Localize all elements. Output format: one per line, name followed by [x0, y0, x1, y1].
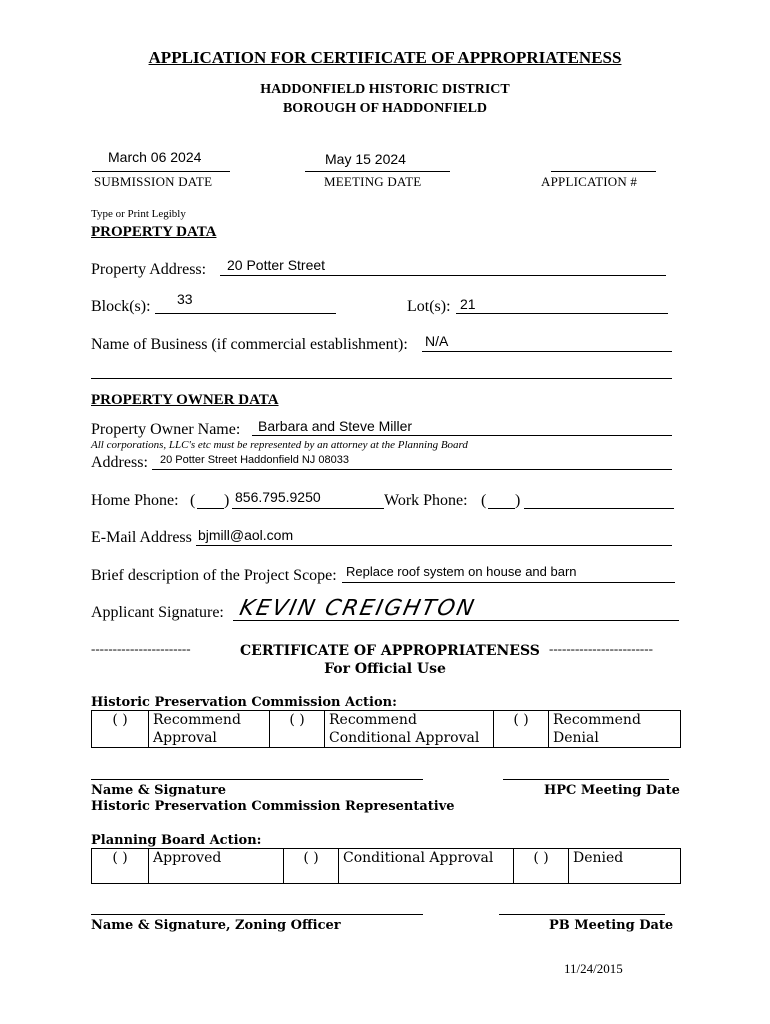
work-phone-paren-close: ) — [515, 492, 521, 509]
hpc-signature-label: Name & Signature — [91, 783, 226, 798]
project-scope-label: Brief description of the Project Scope: — [91, 567, 337, 584]
hpc-conditional-line2: Conditional Approval — [329, 730, 480, 746]
business-extra-line[interactable] — [91, 378, 672, 379]
official-subtitle: For Official Use — [324, 661, 446, 677]
form-revision-date: 11/24/2015 — [564, 961, 623, 976]
applicant-signature-line — [233, 620, 679, 621]
pb-heading: Planning Board Action: — [91, 833, 262, 848]
corporation-note: All corporations, LLC's etc must be represented by an attorney at the Planning Board — [91, 439, 468, 451]
home-phone-paren-open: ( — [190, 492, 196, 509]
business-name-label: Name of Business (if commercial establishment): — [91, 336, 408, 353]
submission-date-label: SUBMISSION DATE — [94, 174, 213, 189]
submission-date-line — [92, 171, 230, 172]
pb-approved-checkbox[interactable]: ( ) — [92, 849, 149, 884]
hpc-date-label: HPC Meeting Date — [544, 783, 680, 798]
work-phone-area-code[interactable] — [488, 508, 515, 509]
meeting-date-label: MEETING DATE — [324, 174, 422, 189]
owner-address-value[interactable]: 20 Potter Street Haddonfield NJ 08033 — [160, 454, 349, 466]
hpc-conditional-option — [325, 711, 494, 748]
hpc-denial-option — [549, 711, 681, 748]
work-phone-line[interactable] — [524, 508, 674, 509]
block-value[interactable]: 33 — [177, 291, 193, 307]
submission-date-value[interactable]: March 06 2024 — [108, 149, 202, 165]
owner-data-heading: PROPERTY OWNER DATA — [91, 392, 279, 408]
work-phone-paren-open: ( — [481, 492, 487, 509]
hpc-denial-checkbox[interactable]: ( ) — [494, 711, 549, 748]
owner-name-label: Property Owner Name: — [91, 421, 241, 438]
project-scope-line — [342, 582, 675, 583]
pb-signature-label: Name & Signature, Zoning Officer — [91, 918, 341, 933]
owner-name-value[interactable]: Barbara and Steve Miller — [258, 418, 413, 434]
project-scope-value[interactable]: Replace roof system on house and barn — [346, 564, 577, 579]
hpc-heading: Historic Preservation Commission Action: — [91, 695, 397, 710]
district-name: HADDONFIELD HISTORIC DISTRICT — [260, 82, 510, 97]
applicant-signature-value[interactable]: KEVIN CREIGHTON — [237, 596, 478, 621]
pb-options-table — [91, 848, 681, 884]
pb-conditional-label: Conditional Approval — [339, 849, 514, 884]
home-phone-paren-close: ) — [224, 492, 230, 509]
pb-date-line[interactable] — [499, 914, 665, 915]
form-title: APPLICATION FOR CERTIFICATE OF APPROPRIATENESS — [148, 48, 622, 67]
business-name-line — [422, 351, 672, 352]
home-phone-label: Home Phone: — [91, 492, 179, 509]
official-title: CERTIFICATE OF APPROPRIATENESS — [240, 643, 540, 659]
hpc-date-line[interactable] — [503, 779, 669, 780]
hpc-denial-line1: Recommend — [553, 712, 641, 728]
pb-denied-checkbox[interactable]: ( ) — [514, 849, 569, 884]
hpc-denial-line2: Denial — [553, 730, 599, 746]
owner-address-label: Address: — [91, 454, 148, 471]
hpc-approval-line2: Approval — [153, 730, 217, 746]
hpc-conditional-line1: Recommend — [329, 712, 417, 728]
pb-approved-label: Approved — [149, 849, 284, 884]
lot-label: Lot(s): — [407, 298, 451, 315]
hpc-approval-option — [149, 711, 270, 748]
email-value[interactable]: bjmill@aol.com — [198, 527, 294, 543]
home-phone-value[interactable]: 856.795.9250 — [235, 489, 321, 505]
pb-conditional-checkbox[interactable]: ( ) — [284, 849, 339, 884]
type-note: Type or Print Legibly — [91, 208, 186, 220]
block-line — [155, 313, 336, 314]
pb-denied-label: Denied — [569, 849, 681, 884]
pb-signature-line[interactable] — [91, 914, 423, 915]
work-phone-label: Work Phone: — [384, 492, 468, 509]
business-name-value[interactable]: N/A — [425, 333, 449, 349]
block-label: Block(s): — [91, 298, 151, 315]
hpc-representative-label: Historic Preservation Commission Representative — [91, 799, 455, 814]
official-dashes-left: ----------------------- — [91, 641, 191, 656]
application-number-label: APPLICATION # — [541, 174, 638, 189]
property-address-value[interactable]: 20 Potter Street — [227, 257, 326, 273]
applicant-signature-label: Applicant Signature: — [91, 604, 224, 621]
email-label: E-Mail Address — [91, 529, 192, 546]
lot-value[interactable]: 21 — [460, 296, 476, 312]
meeting-date-value[interactable]: May 15 2024 — [325, 151, 406, 167]
pb-date-label: PB Meeting Date — [549, 918, 674, 933]
meeting-date-line — [305, 171, 450, 172]
property-data-heading: PROPERTY DATA — [91, 224, 217, 240]
email-line — [196, 545, 672, 546]
hpc-conditional-checkbox[interactable]: ( ) — [270, 711, 325, 748]
home-phone-area-code[interactable] — [197, 508, 224, 509]
property-address-line — [220, 275, 666, 276]
hpc-approval-line1: Recommend — [153, 712, 241, 728]
hpc-options-table — [91, 710, 681, 748]
application-number-line — [551, 171, 656, 172]
hpc-signature-line[interactable] — [91, 779, 423, 780]
home-phone-line — [232, 508, 384, 509]
hpc-approval-checkbox[interactable]: ( ) — [92, 711, 149, 748]
owner-name-line — [252, 435, 672, 436]
official-dashes-right: ------------------------ — [549, 641, 653, 656]
borough-name: BOROUGH OF HADDONFIELD — [282, 101, 488, 116]
lot-line — [456, 313, 668, 314]
owner-address-line — [152, 469, 672, 470]
property-address-label: Property Address: — [91, 261, 207, 278]
